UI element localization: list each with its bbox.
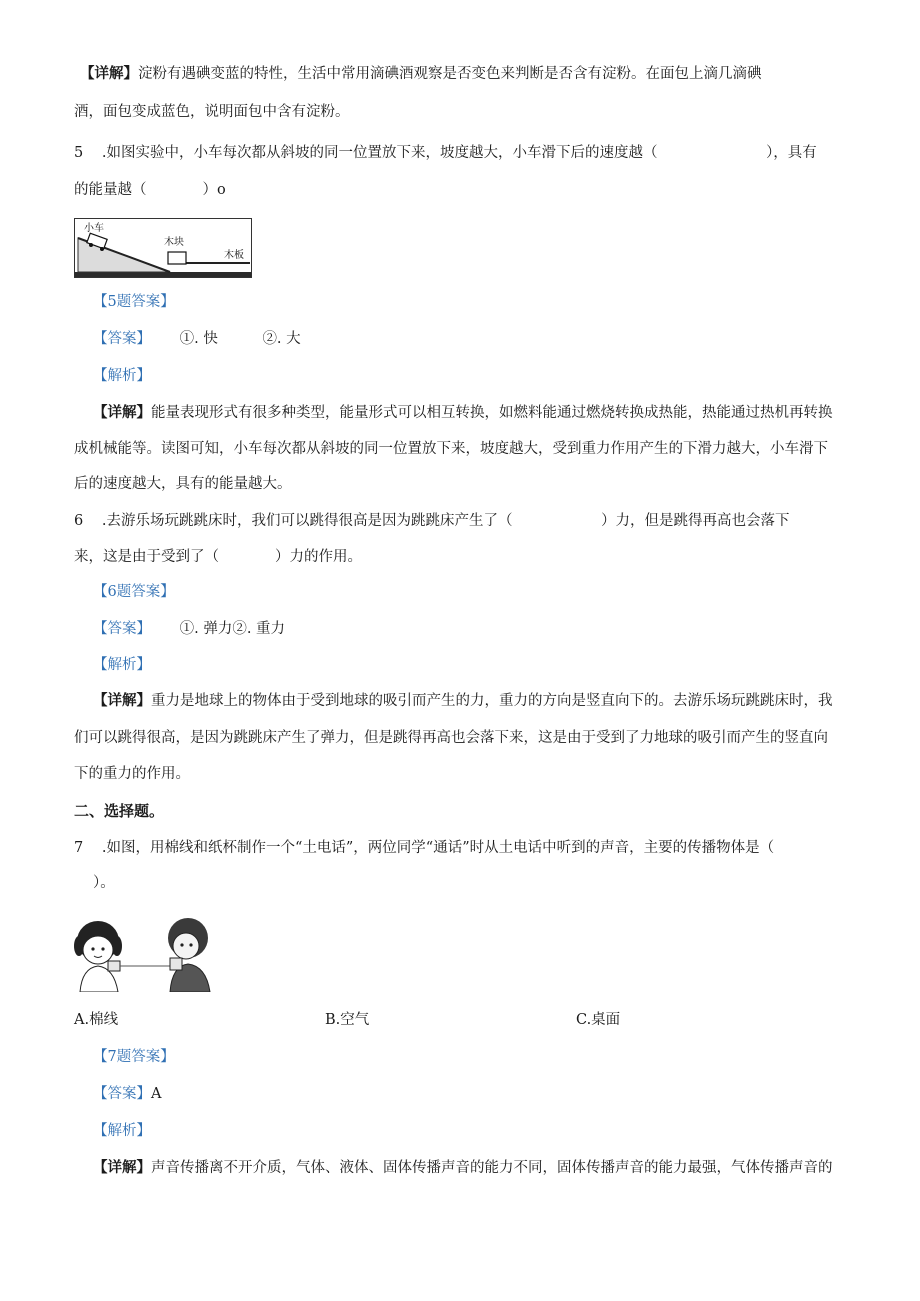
q5-number: 5 [74, 145, 84, 161]
q7-stem-a: .如图，用棉线和纸杯制作一个“土电话”，两位同学“通话”时从土电话中听到的声音，主要的传播物体是（ [101, 840, 775, 856]
q5-detail-line-3: 后的速度越大，具有的能量越大。 [74, 476, 292, 492]
q7-analysis-label: 【解析】 [93, 1123, 151, 1139]
q7-stem-line-2: ）。 [93, 875, 115, 891]
q5-slope-figure [74, 218, 252, 278]
section-title: 二、选择题。 [74, 802, 165, 820]
q6-stem-d: ）力的作用。 [275, 549, 362, 565]
q5-stem-a: .如图实验中，小车每次都从斜坡的同一位置放下来，坡度越大，小车滑下后的速度越（ [101, 145, 658, 161]
q7-number: 7 [74, 840, 84, 856]
answer-1: ①. 快 [179, 331, 218, 347]
q7-stem-line-1 [74, 838, 774, 858]
q5-stem-line-2 [74, 180, 226, 200]
q6-stem-line-2 [74, 547, 362, 567]
detail-text: 重力是地球上的物体由于受到地球的吸引而产生的力，重力的方向是竖直向下的。去游乐场玩跳跳床时，我 [151, 693, 833, 709]
detail-text: 声音传播离不开介质，气体、液体、固体传播声音的能力不同，固体传播声音的能力最强，气体传播声音的 [151, 1160, 833, 1176]
answer-2: ②. 大 [262, 331, 301, 347]
q5-answer-line [93, 329, 301, 349]
detail-text: 淀粉有遇碘变蓝的特性，生活中常用滴碘酒观察是否变色来判断是否含有淀粉。在面包上滴几滴碘 [138, 66, 762, 82]
q7-detail-line-1 [93, 1158, 833, 1178]
q6-stem-c: 来，这是由于受到了（ [74, 549, 219, 565]
floor-bar [75, 272, 252, 277]
answer-text: A [151, 1086, 162, 1102]
q7-answer-heading: 【7题答案】 [93, 1049, 175, 1065]
q6-stem-line-1 [74, 511, 790, 531]
q5-analysis-label: 【解析】 [93, 368, 151, 384]
q7-option-b: B.空气 [325, 1012, 370, 1028]
boy-icon [168, 918, 210, 992]
answer-text: ①. 弹力②. 重力 [179, 621, 286, 637]
board-label: 木板 [224, 250, 244, 261]
q4-detail-line-2: 酒，面包变成蓝色，说明面包中含有淀粉。 [74, 104, 350, 120]
detail-label: 【详解】 [80, 65, 138, 82]
q6-analysis-label: 【解析】 [93, 657, 151, 673]
q6-number: 6 [74, 513, 84, 529]
q6-stem-b: ）力，但是跳得再高也会落下 [601, 513, 790, 529]
q7-answer-line [93, 1084, 161, 1104]
block-label: 木块 [164, 237, 184, 248]
q7-phone-figure [74, 916, 212, 992]
detail-label: 【详解】 [93, 1159, 151, 1176]
q6-stem-a: .去游乐场玩跳跳床时，我们可以跳得很高是因为跳跳床产生了（ [101, 513, 513, 529]
car-label: 小车 [84, 223, 104, 234]
q7-option-a: A.棉线 [74, 1012, 119, 1028]
q5-stem-d: ）o [202, 182, 226, 198]
detail-label: 【详解】 [93, 692, 151, 709]
q6-answer-heading: 【6题答案】 [93, 584, 175, 600]
q6-detail-line-2: 们可以跳得很高，是因为跳跳床产生了弹力，但是跳得再高也会落下来，这是由于受到了力地球的吸引而产生的竖直向 [74, 730, 828, 746]
q5-detail-line-2: 成机械能等。读图可知，小车每次都从斜坡的同一位置放下来，坡度越大，受到重力作用产生的下滑力越大，小车滑下 [74, 441, 828, 457]
q6-detail-line-3: 下的重力的作用。 [74, 766, 190, 782]
q7-option-c: C.桌面 [576, 1012, 621, 1028]
q5-stem-c: 的能量越（ [74, 182, 147, 198]
answer-label: 【答案】 [93, 621, 151, 637]
answer-label: 【答案】 [93, 1086, 151, 1102]
q5-answer-heading: 【5题答案】 [93, 294, 175, 310]
q5-stem-line-1 [74, 143, 817, 163]
detail-label: 【详解】 [93, 404, 151, 421]
cup-icon-left [108, 961, 120, 971]
girl-icon [74, 921, 122, 992]
detail-text: 能量表现形式有很多种类型，能量形式可以相互转换，如燃料能通过燃烧转换成热能，热能通过热机再转换 [151, 405, 833, 421]
cup-icon-right [170, 958, 182, 970]
q5-stem-b: ），具有 [766, 145, 817, 161]
q6-answer-line [93, 619, 285, 639]
answer-label: 【答案】 [93, 331, 151, 347]
block-icon [168, 252, 186, 264]
q6-detail-line-1 [93, 691, 833, 711]
q4-detail-line-1 [80, 64, 762, 84]
q5-detail-line-1 [93, 403, 833, 423]
